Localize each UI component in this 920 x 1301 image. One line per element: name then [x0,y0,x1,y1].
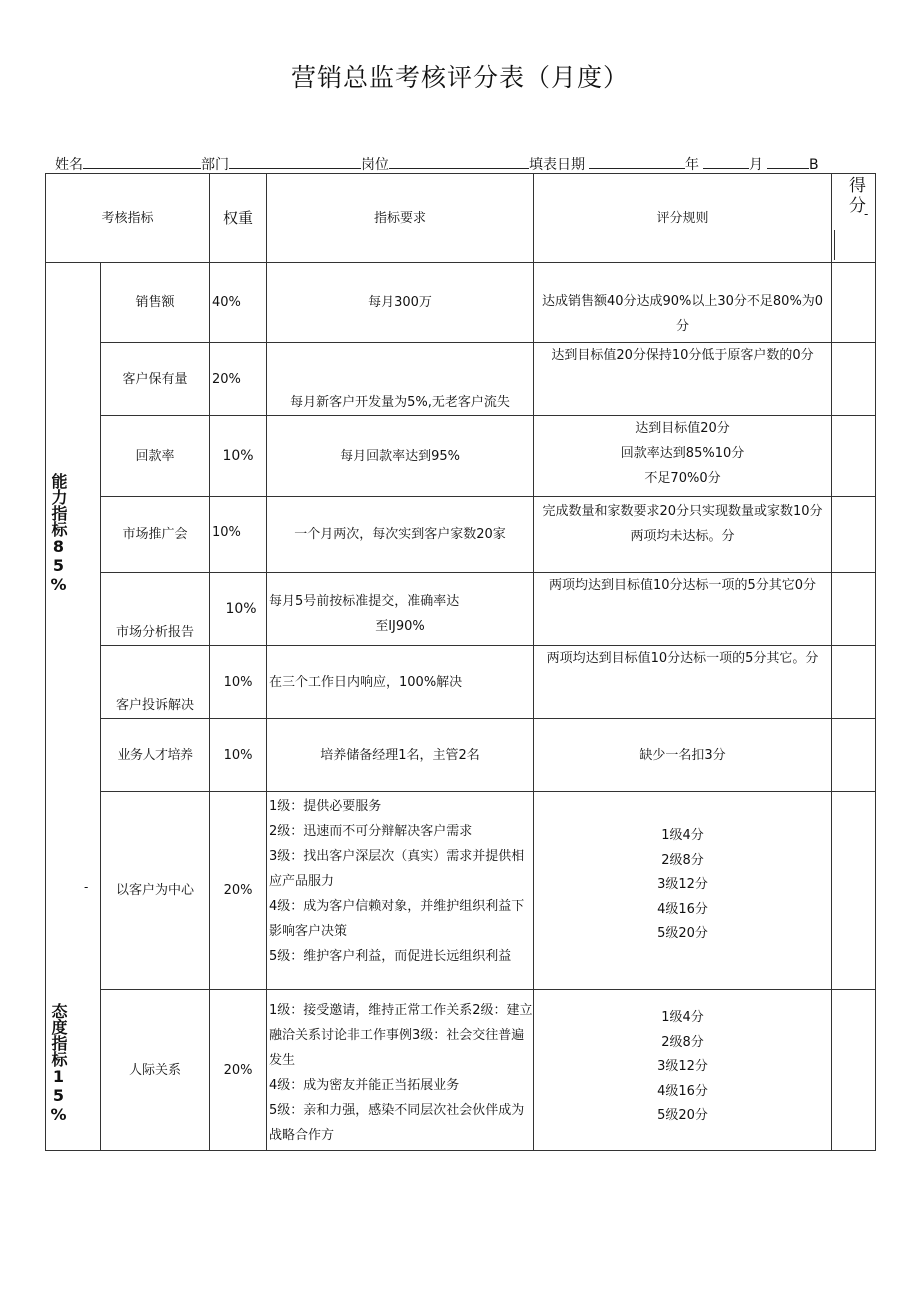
score-cell[interactable] [832,263,876,343]
indicator-weight: 10% [210,416,267,497]
indicator-requirement: 在三个工作日内响应，100%解决 [267,646,534,719]
requirement-line: 5级：维护客户利益，而促进长远组织利益 [269,949,512,964]
rule-line: 4级16分 [657,901,708,917]
indicator-requirement: 每月新客户开发量为5%,无老客户流失 [267,343,534,416]
rule-line: 4级16分 [657,1083,708,1099]
header-weight: 权重 [210,174,267,263]
date-label: 填表日期 [529,157,585,173]
indicator-name: 市场推广会 [101,497,210,573]
score-cell[interactable] [832,343,876,416]
year-field[interactable] [589,156,685,169]
indicator-name: 市场分析报告 [101,573,210,646]
indicator-requirement: 每月300万 [267,263,534,343]
score-divider [834,230,835,260]
rule-line: 5级20分 [657,926,708,941]
table-row [46,573,876,646]
day-field[interactable] [767,156,809,169]
rule-line: 1级4分 [661,1010,704,1025]
dept-field[interactable] [229,156,361,169]
category-attitude: 态度指标15% [49,1003,68,1124]
month-label: 月 [749,157,763,173]
table-row [46,792,876,990]
header-score: 得分 [849,176,867,216]
score-cell[interactable] [832,497,876,573]
indicator-name: 人际关系 [101,990,210,1151]
requirement-list [267,794,533,984]
indicator-requirement: 培养储备经理1名，主管2名 [267,719,534,792]
indicator-name: 销售额 [101,263,210,343]
position-label: 岗位 [361,157,389,173]
score-table [45,173,876,1151]
indicator-rule: 完成数量和家数要求20分只实现数量或家数10分两项均未达标。分 [534,497,832,573]
indicator-rule: 缺少一名扣3分 [534,719,832,792]
page-title: 营销总监考核评分表（月度） [290,63,629,92]
indicator-requirement: 每月回款率达到95% [267,416,534,497]
indicator-weight: 10% [210,719,267,792]
rule-line: 2级8分 [661,852,704,868]
requirement-line: 2级：迅速而不可分辩解决客户需求 [269,824,473,839]
rule-line: 回款率达到85%10分 [620,446,745,461]
table-row [46,263,876,343]
indicator-weight: 40% [210,263,267,343]
rule-line: 3级12分 [657,877,708,892]
position-field[interactable] [389,156,529,169]
requirement-line: 4级：成为客户信赖对象，并维护组织利益下影响客户决策 [269,899,525,939]
indicator-weight: 10% [210,497,267,573]
requirement-line: 1级：接受邀请，维持正常工作关系2级：建立融洽关系讨论非工作事例3级：社会交往普遍发生 [269,1003,533,1068]
requirement-line: 1级：提供必要服务 [269,799,382,814]
table-row [46,646,876,719]
category-ability: 能力指标85% [49,473,68,594]
month-field[interactable] [703,156,749,169]
table-row [46,990,876,1151]
dept-label: 部门 [201,157,229,173]
category-column [46,263,101,1151]
rule-line: 3级12分 [657,1059,708,1074]
header-indicator: 考核指标 [46,174,210,263]
indicator-rule: 达到目标值20分保持10分低于原客户数的0分 [534,343,832,416]
header-requirement: 指标要求 [267,174,534,263]
indicator-rule [534,416,832,497]
indicator-requirement [267,990,534,1151]
table-row [46,497,876,573]
rule-line: 2级8分 [661,1034,704,1050]
indicator-rule [534,990,832,1151]
indicator-weight: 20% [210,792,267,990]
indicator-weight: 20% [210,990,267,1151]
score-cell[interactable] [832,573,876,646]
indicator-name: 业务人才培养 [101,719,210,792]
score-cell[interactable] [832,792,876,990]
score-cell[interactable] [832,646,876,719]
requirement-line: 至IJ90% [375,619,425,634]
category-mark: - [84,880,89,894]
indicator-rule: 两项均达到目标值10分达标一项的5分其它0分 [534,573,832,646]
header-score-cell [832,174,876,263]
requirement-line: 4级：成为密友并能正当拓展业务 [269,1078,460,1093]
header-rule: 评分规则 [534,174,832,263]
name-label: 姓名 [55,157,83,173]
rule-line: 5级20分 [657,1108,708,1123]
score-cell[interactable] [832,719,876,792]
requirement-line: 每月5号前按标准提交，准确率达 [269,594,460,609]
rule-line: 达到目标值20分 [635,421,730,436]
header-row [46,174,876,263]
day-label: B [809,157,819,173]
rule-line: 1级4分 [661,828,704,843]
indicator-requirement [267,573,534,646]
indicator-rule [534,792,832,990]
indicator-rule: 达成销售额40分达成90%以上30分不足80%为0分 [534,263,832,343]
rule-line: 不足70%0分 [644,471,721,486]
indicator-name: 回款率 [101,416,210,497]
table-row [46,343,876,416]
table-row [46,416,876,497]
indicator-weight: 20% [210,343,267,416]
header-score-mark: - [864,207,869,221]
score-cell[interactable] [832,990,876,1151]
indicator-name: 以客户为中心 [101,792,210,990]
indicator-name: 客户投诉解决 [101,646,210,719]
requirement-line: 5级：亲和力强，感染不同层次社会伙伴成为战略合作方 [269,1103,525,1143]
indicator-rule: 两项均达到目标值10分达标一项的5分其它。分 [534,646,832,719]
score-cell[interactable] [832,416,876,497]
indicator-weight: 10% [210,573,267,646]
name-field[interactable] [83,156,201,169]
year-label: 年 [685,157,699,173]
info-line [55,154,819,174]
table-row [46,719,876,792]
indicator-requirement: 一个月两次，每次实到客户家数20家 [267,497,534,573]
indicator-name: 客户保有量 [101,343,210,416]
requirement-line: 3级：找出客户深层次（真实）需求并提供相应产品服力 [269,849,525,889]
indicator-weight: 10% [210,646,267,719]
indicator-requirement [267,792,534,990]
